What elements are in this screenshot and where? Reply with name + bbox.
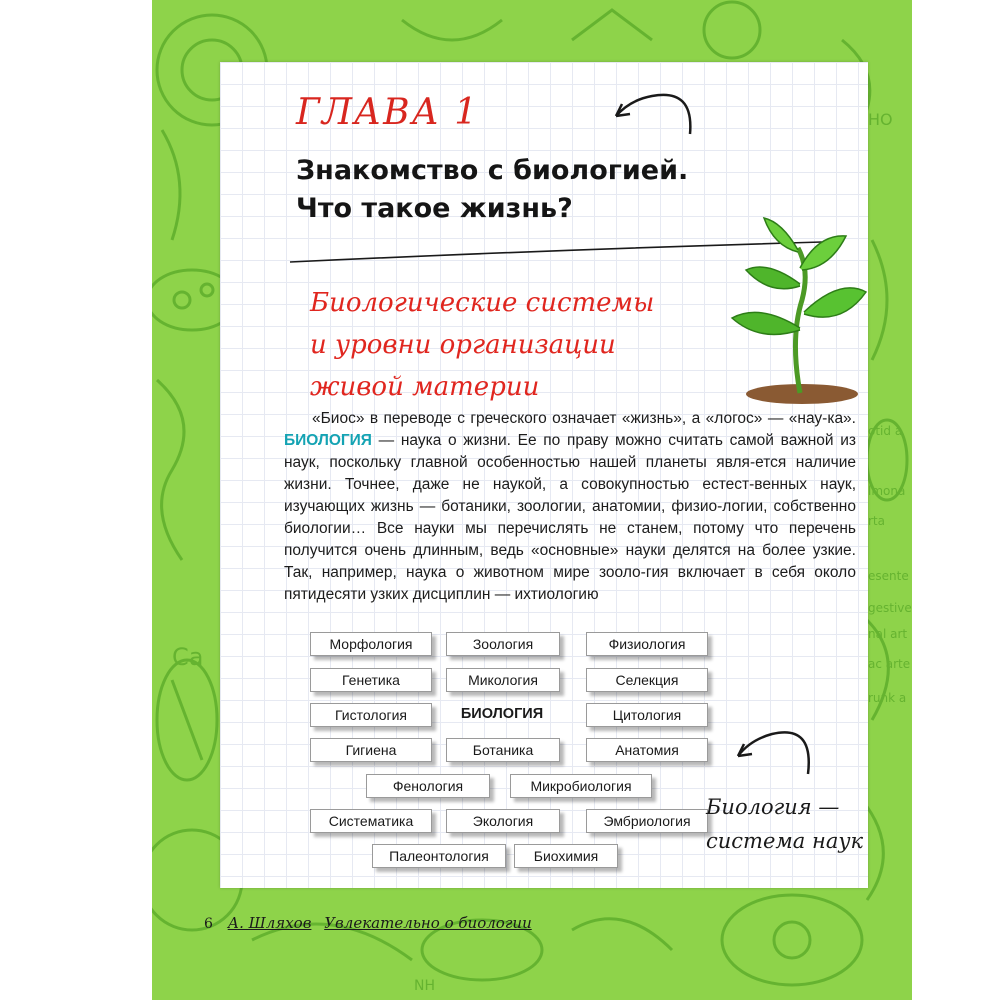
science-tag: Систематика [310,809,432,833]
svg-text:HO: HO [868,110,893,129]
book-page [220,62,868,888]
science-tag: Микробиология [510,774,652,798]
caption-line-1: Биология — [706,795,840,819]
title-line-1: Знакомство с биологией. [296,155,689,186]
science-tag: Фенология [366,774,490,798]
science-tag: Гигиена [310,738,432,762]
biology-center-label: БИОЛОГИЯ [460,706,544,722]
subtitle-line-1: Биологические системы [310,288,655,318]
svg-text:esente: esente [868,569,909,583]
page-number: 6 [204,916,213,932]
science-tag: Генетика [310,668,432,692]
science-tag: Гистология [310,703,432,727]
footer-book-title: Увлекательно о биологии [324,914,532,932]
svg-text:NH: NH [414,978,435,994]
footer-author: А. Шляхов [227,914,312,932]
science-tag: Селекция [586,668,708,692]
svg-text:lmona: lmona [868,484,906,498]
caption-line-2: система наук [706,829,864,853]
curved-arrow-icon [728,718,818,782]
science-tag: Зоология [446,632,560,656]
svg-text:gestive: gestive [868,601,912,615]
science-tag: Анатомия [586,738,708,762]
body-paragraph [284,408,856,606]
biology-keyword: БИОЛОГИЯ [284,432,372,449]
sprout-icon [720,208,870,408]
svg-text:runk a: runk a [868,691,907,705]
science-tag: Цитология [586,703,708,727]
svg-text:ac arte: ac arte [868,657,911,671]
science-tag: Биохимия [514,844,618,868]
svg-text:rta: rta [868,514,885,528]
svg-text:nal art: nal art [868,627,908,641]
body-text-part-1: «Биос» в переводе с греческого означает «жизнь», а «логос» — «нау-ка». [312,410,856,427]
svg-text:otid a: otid a [868,424,903,438]
subtitle-line-2: и уровни организации [310,330,616,360]
curved-arrow-icon [606,82,696,142]
title-line-2: Что такое жизнь? [296,193,573,224]
diagram-caption [706,790,866,858]
science-tag: Экология [446,809,560,833]
science-tag: Физиология [586,632,708,656]
subtitle-line-3: живой материи [310,372,540,402]
science-tag: Ботаника [446,738,560,762]
body-text-part-2: — наука о жизни. Ее по праву можно считать самой важной из наук, поскольку главной особенностью нашей планеты явля-ется наличие жизни. Точнее, даже не наукой, а совокупностью естест-венных наук, изучающих жизнь — ботаники, зоологии, анатомии, физио-логии, собственно биологии… Все науки мы перечислять не станем, потому что перечень получится очень длинным, ведь «основные» науки делятся на более узкие. Так, например, наука о животном мире зооло-гия включает в себя около пятидесяти узких дисциплин — ихтиологию [284,432,856,603]
science-tag: Эмбриология [586,809,708,833]
chapter-label: ГЛАВА 1 [296,92,480,133]
science-tag: Микология [446,668,560,692]
section-subtitle [310,282,654,408]
page-footer [204,914,532,932]
science-tag: Палеонтология [372,844,506,868]
chapter-title [296,152,688,228]
science-tag: Морфология [310,632,432,656]
svg-text:Ca: Ca [172,643,204,671]
